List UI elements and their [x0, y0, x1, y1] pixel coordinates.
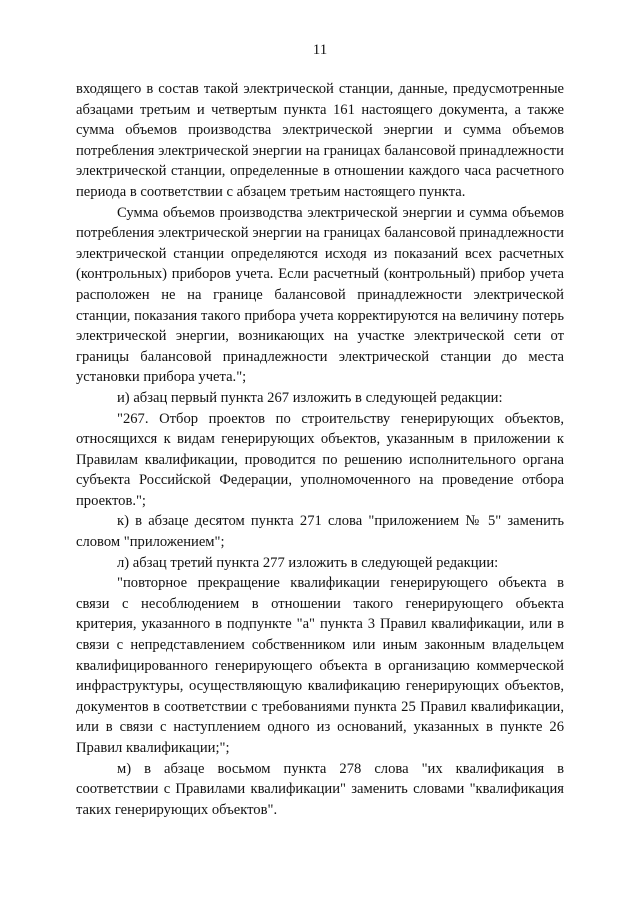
paragraph-item-k: к) в абзаце десятом пункта 271 слова "приложением № 5" заменить словом "приложением"; — [76, 513, 564, 551]
paragraph-continuation: входящего в состав такой электрической станции, данные, предусмотренные абзацами третьим и четвертым пункта 161 настоящего документа, а также сумма объемов производства электрической энергии и сумма объемов потребления электрической энергии на границах балансовой принадлежности электрической станции, определенные в отношении каждого часа расчетного периода в соответствии с абзацем третьим настоящего пункта. — [76, 81, 564, 200]
document-body — [76, 79, 564, 820]
paragraph-repeated-termination: "повторное прекращение квалификации генерирующего объекта в связи с несоблюдением в отношении такого генерирующего объекта критерия, указанного в подпункте "а" пункта 3 Правил квалификации, или в связи с непредставлением собственником или иным законным владельцем квалифицированного генерирующего объекта в организацию коммерческой инфраструктуры, осуществляющую квалификацию генерирующих объектов, документов в соответствии с требованиями пункта 25 Правил квалификации, или в связи с наступлением одного из оснований, указанных в пункте 26 Правил квалификации;"; — [76, 575, 564, 756]
paragraph-sum-of-volumes: Сумма объемов производства электрической энергии и сумма объемов потребления электрической энергии на границах балансовой принадлежности электрической станции определяются исходя из показаний всех расчетных (контрольных) приборов учета. Если расчетный (контрольный) прибор учета расположен не на границе балансовой принадлежности электрической станции, показания такого прибора учета корректируются на величину потерь электрической энергии, возникающих на участке электрической сети от границы балансовой принадлежности электрической станции до места установки прибора учета."; — [76, 204, 564, 386]
paragraph-clause-267: "267. Отбор проектов по строительству генерирующих объектов, относящихся к видам генерирующих объектов, указанным в приложении к Правилам квалификации, проводится по решению исполнительного органа субъекта Российской Федерации, уполномоченного на проведение отбора проектов."; — [76, 410, 564, 509]
page-number: 11 — [312, 42, 328, 58]
paragraph-item-m: м) в абзаце восьмом пункта 278 слова "их квалификация в соответствии с Правилами квалификации" заменить словами "квалификация таких генерирующих объектов". — [76, 760, 564, 818]
paragraph-item-l: л) абзац третий пункта 277 изложить в следующей редакции: — [117, 554, 499, 571]
paragraph-item-i: и) абзац первый пункта 267 изложить в следующей редакции: — [117, 389, 503, 406]
